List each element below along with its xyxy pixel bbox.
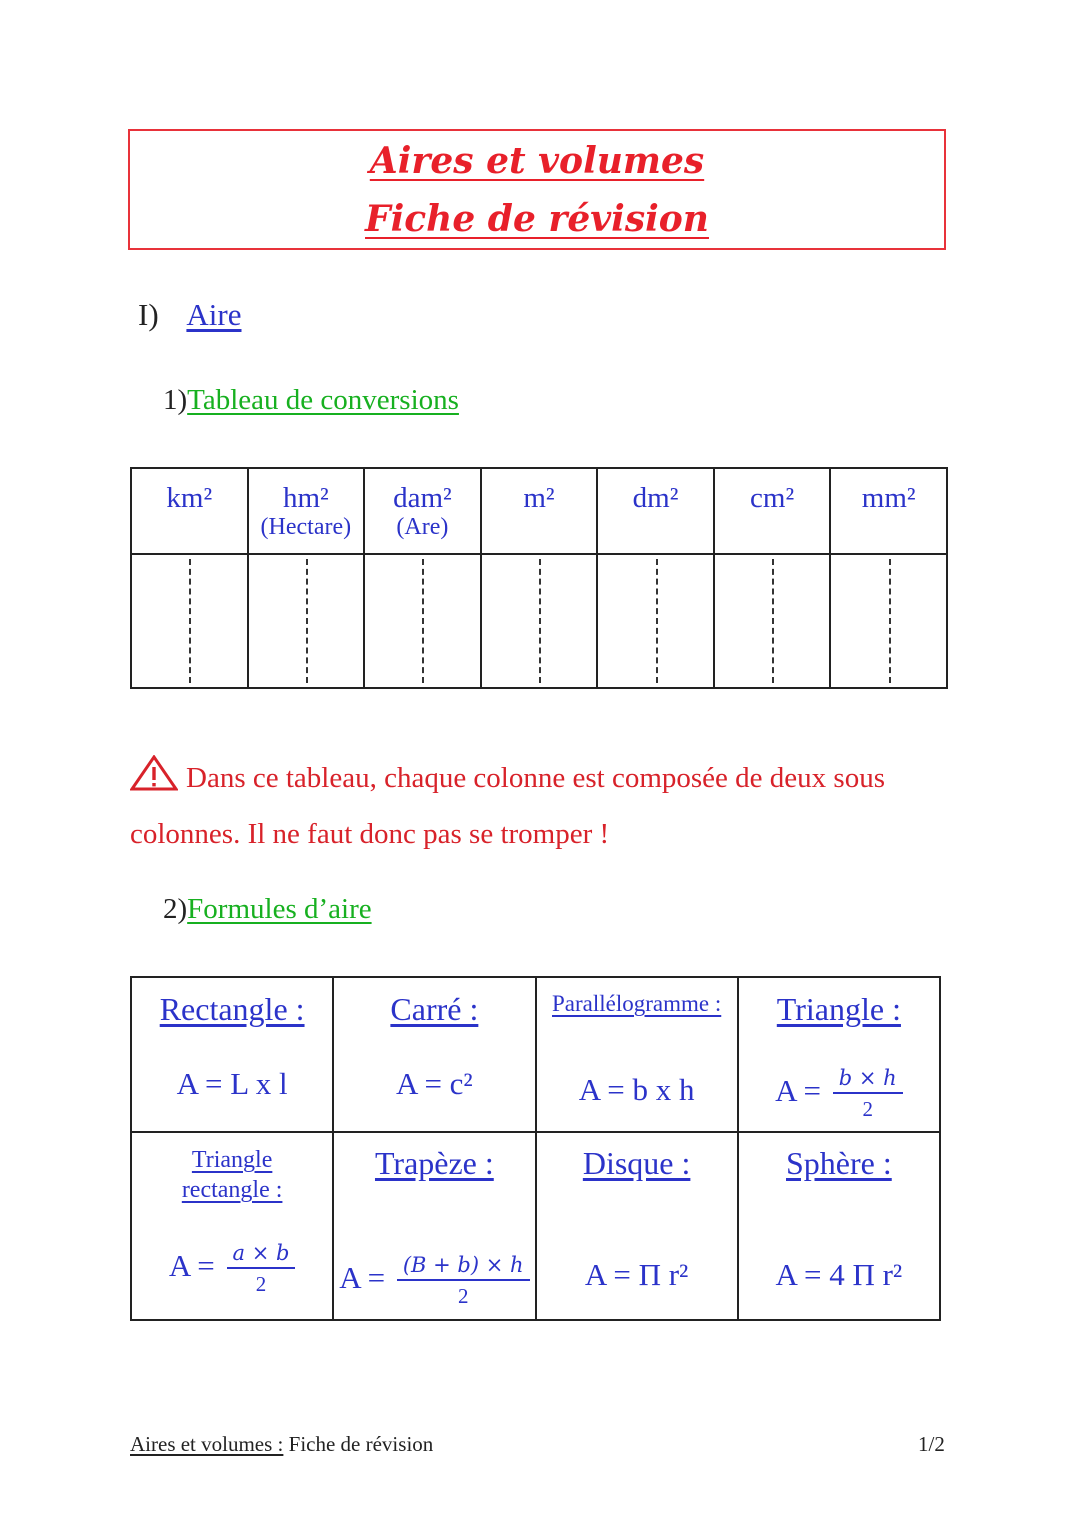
unit-label: dam² <box>393 482 452 514</box>
shape-name: Disque : <box>582 1145 691 1181</box>
subsection-label: Tableau de conversions <box>187 384 459 416</box>
formula-fraction <box>833 1066 903 1122</box>
subsection-heading-formules <box>163 893 372 926</box>
conversion-header-row <box>131 468 947 554</box>
fraction-denominator: 2 <box>255 1272 267 1296</box>
sub-column-divider <box>306 559 308 683</box>
formula: A = L x l <box>176 1066 288 1101</box>
formula-fraction <box>397 1253 530 1309</box>
formula-cell-trapeze <box>333 1132 535 1320</box>
sub-column-divider <box>422 559 424 683</box>
formula: A = c² <box>396 1066 473 1101</box>
sub-column-divider <box>889 559 891 683</box>
conversion-cell <box>714 554 831 688</box>
section-number: I) <box>138 297 159 332</box>
subsection-heading-conversions <box>163 384 459 417</box>
sub-column-divider <box>539 559 541 683</box>
formula-fraction <box>227 1241 296 1297</box>
footer-doc-title: Aires et volumes : <box>130 1432 284 1456</box>
formula: A = b x h <box>578 1072 695 1107</box>
formula-cell-parallelogramme <box>536 977 738 1132</box>
formula-row <box>131 977 940 1132</box>
fraction-denominator: 2 <box>862 1097 873 1121</box>
formula <box>739 1066 939 1122</box>
warning-note <box>130 752 930 860</box>
shape-name: Parallélogramme : <box>552 991 722 1016</box>
conversion-cell <box>364 554 481 688</box>
unit-cell <box>481 468 598 554</box>
section-heading-aire <box>138 297 242 333</box>
unit-label: km² <box>166 482 213 514</box>
shape-name-line: Triangle <box>191 1147 273 1173</box>
shape-name: Sphère : <box>786 1145 892 1181</box>
page-number: 1/2 <box>918 1432 945 1456</box>
subsection-number: 1) <box>163 384 188 416</box>
formula-cell-rectangle <box>131 977 333 1132</box>
formula-cell-triangle-rectangle <box>131 1132 333 1320</box>
footer-title <box>130 1432 433 1457</box>
conversion-cell <box>830 554 947 688</box>
unit-note: (Are) <box>396 514 449 540</box>
subsection-label: Formules d’aire <box>187 893 372 925</box>
formula: A = 4 Π r² <box>775 1257 903 1292</box>
unit-cell <box>131 468 248 554</box>
formula-row <box>131 1132 940 1320</box>
shape-name: Triangle : <box>776 991 901 1027</box>
shape-name-line: rectangle : <box>181 1177 283 1203</box>
sub-column-divider <box>772 559 774 683</box>
formula-cell-triangle <box>738 977 940 1132</box>
conversion-cell <box>481 554 598 688</box>
formula <box>132 1241 332 1297</box>
unit-label: dm² <box>632 482 679 514</box>
conversion-table <box>130 467 948 689</box>
section-label: Aire <box>186 297 242 332</box>
title-box <box>128 129 946 250</box>
fraction-numerator: b × h <box>833 1066 903 1094</box>
formula-lhs: A = <box>339 1260 386 1296</box>
warning-icon <box>130 755 178 808</box>
formula-cell-disque <box>536 1132 738 1320</box>
fraction-numerator: (B + b) × h <box>397 1253 530 1281</box>
unit-cell <box>364 468 481 554</box>
conversion-cell <box>131 554 248 688</box>
formula-lhs: A = <box>168 1248 215 1284</box>
unit-cell <box>830 468 947 554</box>
unit-cell <box>248 468 365 554</box>
formula: A = Π r² <box>584 1257 689 1292</box>
unit-cell <box>597 468 714 554</box>
formula-cell-sphere <box>738 1132 940 1320</box>
fraction-denominator: 2 <box>457 1284 469 1308</box>
unit-label: cm² <box>750 482 795 514</box>
title-line-2: Fiche de révision <box>365 197 709 240</box>
formula-table <box>130 976 941 1321</box>
sub-column-divider <box>189 559 191 683</box>
subsection-number: 2) <box>163 893 188 925</box>
title-line-1: Aires et volumes <box>369 139 705 182</box>
warning-text: Dans ce tableau, chaque colonne est composée de deux sous colonnes. Il ne faut donc pas se tromper ! <box>130 762 885 850</box>
unit-note: (Hectare) <box>260 514 352 540</box>
sub-column-divider <box>656 559 658 683</box>
unit-label: m² <box>523 482 555 514</box>
fraction-numerator: a × b <box>227 1241 296 1269</box>
shape-name: Rectangle : <box>159 991 305 1027</box>
conversion-body-row <box>131 554 947 688</box>
formula-cell-carre <box>333 977 535 1132</box>
shape-name <box>132 1145 332 1205</box>
unit-cell <box>714 468 831 554</box>
shape-name: Carré : <box>390 991 479 1027</box>
conversion-cell <box>248 554 365 688</box>
formula <box>334 1253 534 1309</box>
footer-doc-subtitle: Fiche de révision <box>288 1432 434 1456</box>
unit-label: hm² <box>282 482 329 514</box>
unit-label: mm² <box>861 482 916 514</box>
conversion-cell <box>597 554 714 688</box>
shape-name: Trapèze : <box>374 1145 494 1181</box>
formula-lhs: A = <box>775 1073 821 1109</box>
